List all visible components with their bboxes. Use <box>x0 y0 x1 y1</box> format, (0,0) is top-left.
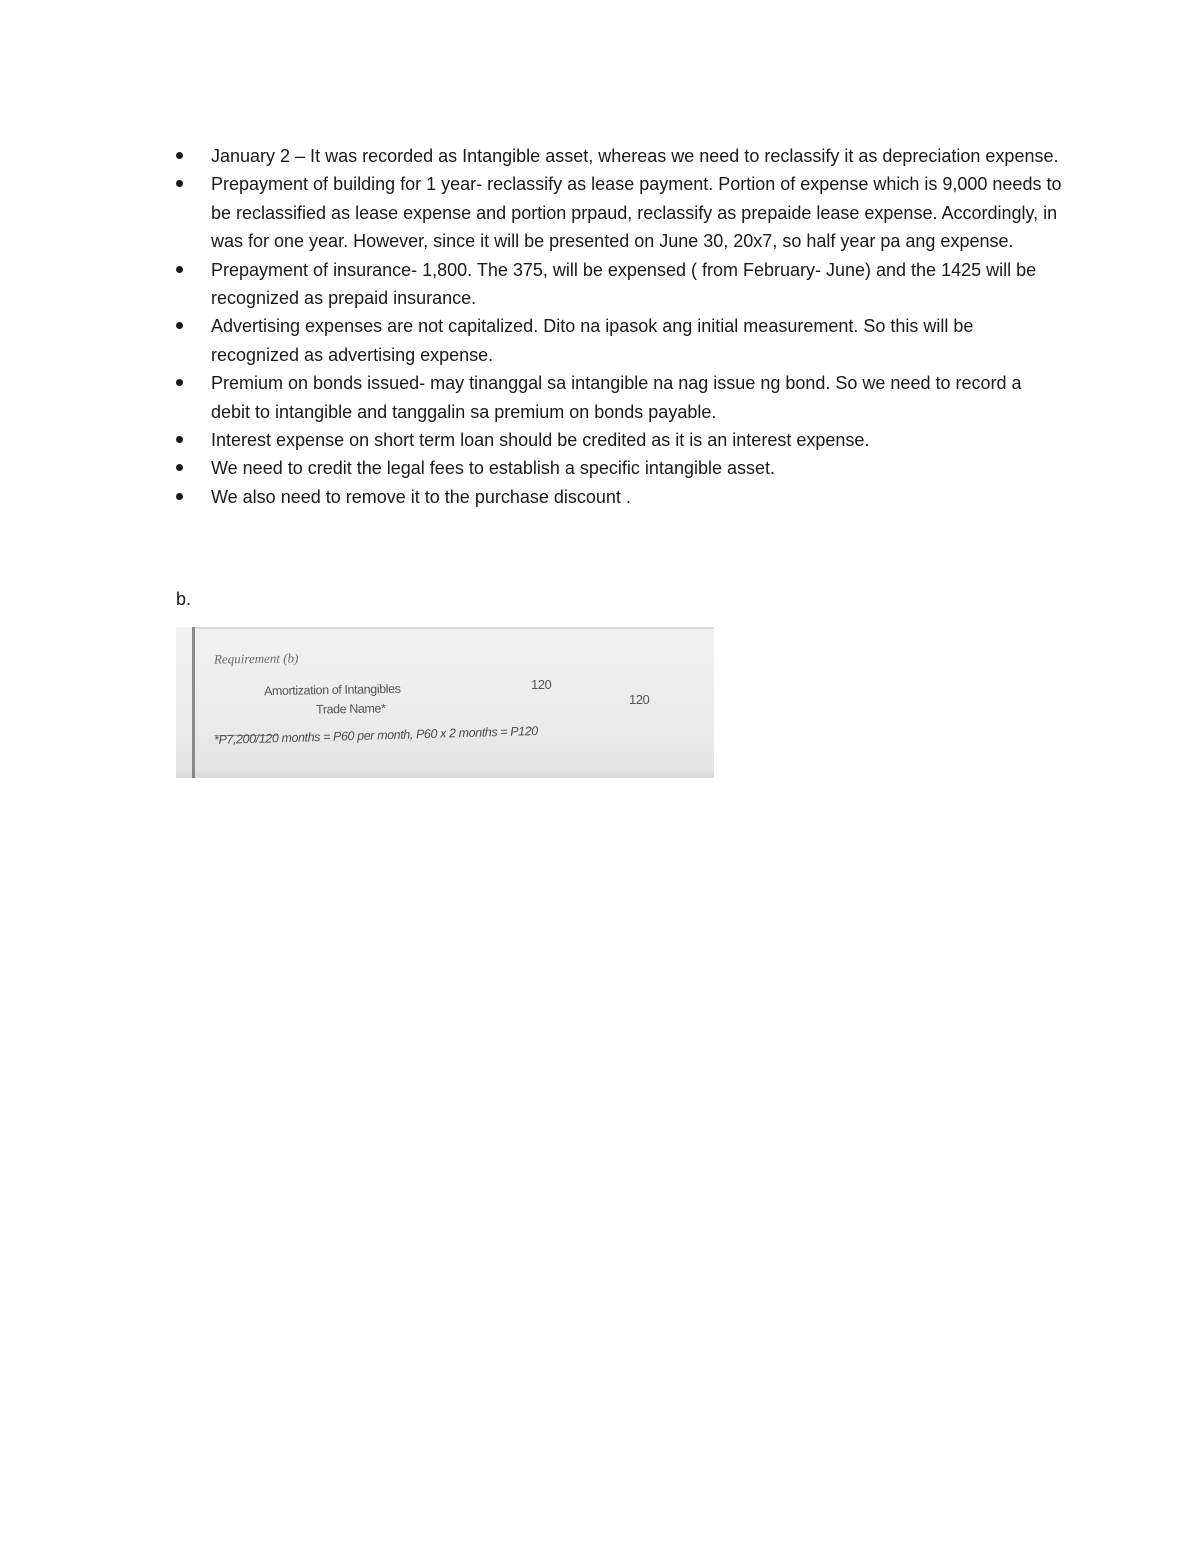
list-item <box>174 256 1064 313</box>
list-item <box>174 454 1064 482</box>
image-shadow <box>176 768 714 778</box>
list-item <box>174 170 1064 255</box>
top-divider <box>195 627 714 629</box>
list-item <box>174 483 1064 511</box>
bullet-icon <box>176 464 183 471</box>
bullet-text: January 2 – It was recorded as Intangible asset, whereas we need to reclassify it as depreciation expense. <box>211 146 1059 166</box>
credit-amount: 120 <box>629 692 650 707</box>
bullet-icon <box>176 493 183 500</box>
computation-footnote: *P7,200/120 months = P60 per month, P60 x 2 months = P120 <box>213 723 539 747</box>
bullet-text: Premium on bonds issued- may tinanggal sa intangible na nag issue ng bond. So we need to record a debit to intangible and tanggalin sa premium on bonds payable. <box>211 373 1022 422</box>
explanation-bullet-list <box>174 142 1064 511</box>
bullet-text: Interest expense on short term loan should be credited as it is an interest expense. <box>211 430 870 451</box>
requirement-b-screenshot <box>176 627 714 778</box>
bullet-text: Prepayment of insurance- 1,800. The 375, will be expensed ( from February- June) and the 1425 will be recognized as prepaid insurance. <box>211 259 1037 309</box>
requirement-title: Requirement (b) <box>213 650 299 667</box>
bullet-icon <box>176 436 183 443</box>
section-b-label: b. <box>176 589 192 609</box>
list-item <box>174 369 1064 426</box>
list-item <box>174 142 1064 170</box>
bullet-text: Advertising expenses are not capitalized. Dito na ipasok ang initial measurement. So this will be recognized as advertising expense. <box>211 316 974 365</box>
list-item <box>174 312 1064 369</box>
bullet-text: We also need to remove it to the purchase discount . <box>211 486 631 507</box>
debit-amount: 120 <box>531 677 552 692</box>
bullet-text: We need to credit the legal fees to establish a specific intangible asset. <box>211 458 776 479</box>
debit-account-label: Amortization of Intangibles <box>263 681 401 699</box>
credit-account-label: Trade Name* <box>315 701 386 717</box>
vertical-divider <box>192 627 195 778</box>
bullet-text: Prepayment of building for 1 year- reclassify as lease payment. Portion of expense which is 9,000 needs to be reclassified as lease expense and portion prpaud, reclassify as prepaide lease expense. Accordingly, in was for one year. However, since it will be presented on June 30, 20x7, so half year pa ang expense. <box>211 174 1062 252</box>
bullet-icon <box>176 322 183 329</box>
list-item <box>174 426 1064 454</box>
bullet-icon <box>176 180 183 187</box>
bullet-icon <box>176 379 183 386</box>
bullet-icon <box>176 266 183 273</box>
bullet-icon <box>176 152 183 159</box>
